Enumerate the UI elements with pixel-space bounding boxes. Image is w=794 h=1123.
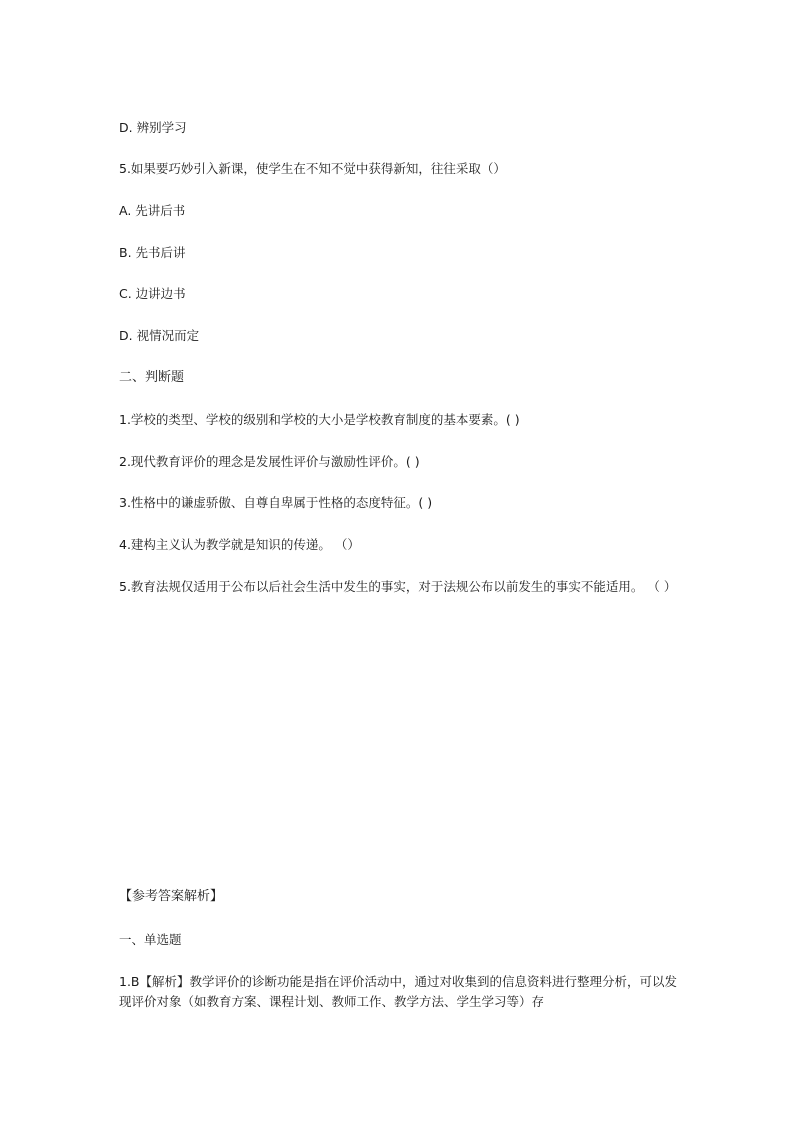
judgment-item-4: 4.建构主义认为教学就是知识的传递。 （） [119,537,360,552]
answers-section-1-title: 一、单选题 [119,932,182,947]
judgment-item-5: 5.教育法规仅适用于公布以后社会生活中发生的事实，对于法规公布以前发生的事实不能适用。 （ ） [119,579,677,594]
question-5-option-d: D. 视情况而定 [119,328,200,343]
question-5-stem: 5.如果要巧妙引入新课，使学生在不知不觉中获得新知，往往采取（） [119,161,506,176]
answers-title: 【参考答案解析】 [119,889,224,904]
answer-item-1: 1.B【解析】教学评价的诊断功能是指在评价活动中，通过对收集到的信息资料进行整理分析，可以发现评价对象（如教育方案、课程计划、教师工作、教学方法、学生学习等）存 [119,974,678,1009]
question-5-option-b: B. 先书后讲 [119,245,186,260]
question-option-d-prev: D. 辨别学习 [119,120,187,135]
judgment-item-3: 3.性格中的谦虚骄傲、自尊自卑属于性格的态度特征。( ) [119,495,433,510]
question-5-option-c: C. 边讲边书 [119,286,186,301]
question-5-option-a: A. 先讲后书 [119,203,186,218]
judgment-item-1: 1.学校的类型、学校的级别和学校的大小是学校教育制度的基本要素。( ) [119,412,520,427]
judgment-item-2: 2.现代教育评价的理念是发展性评价与激励性评价。( ) [119,454,420,469]
section-2-title: 二、判断题 [119,370,185,385]
